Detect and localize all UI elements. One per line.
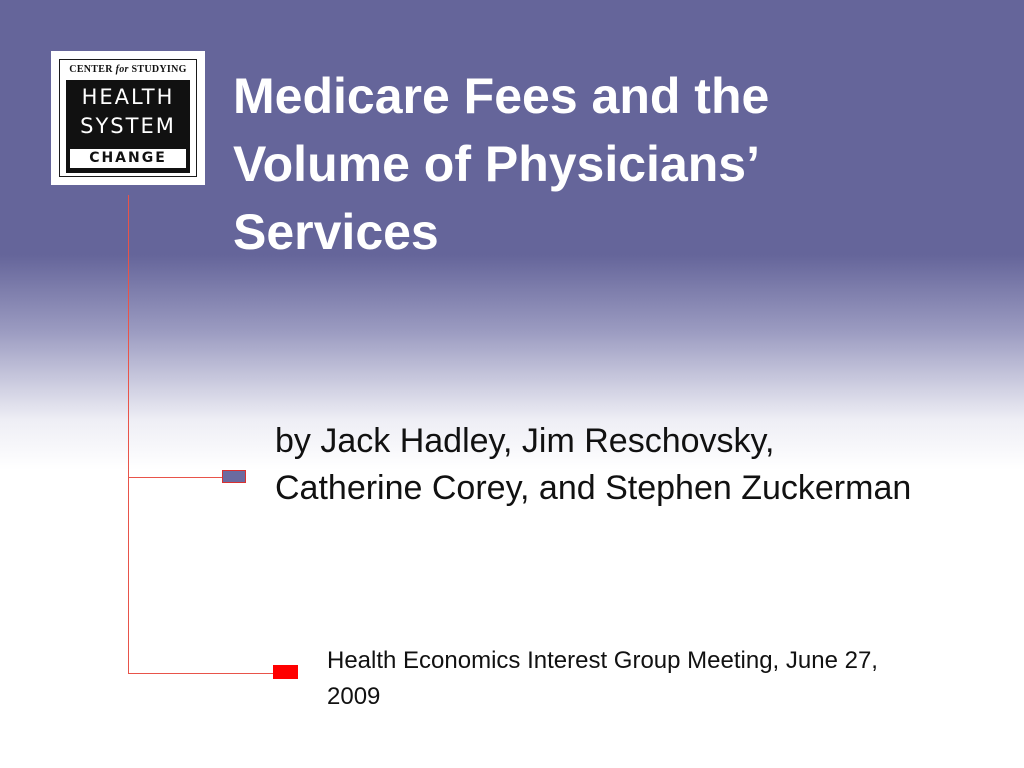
logo-tagline: CENTER for STUDYING (69, 64, 187, 75)
connector-line-meeting (128, 673, 273, 674)
logo-word-system: SYSTEM (80, 114, 176, 138)
logo-word-health: HEALTH (81, 85, 175, 109)
slide-meeting-info: Health Economics Interest Group Meeting, June 27, 2009 (327, 647, 878, 710)
logo-frame (59, 59, 197, 177)
logo-dark-box (66, 80, 190, 173)
authors-bullet-icon (222, 470, 246, 483)
logo-word-change: CHANGE (70, 149, 186, 168)
slide-authors: by Jack Hadley, Jim Reschovsky, Catherine Corey, and Stephen Zuckerman (275, 422, 912, 507)
connector-vertical-line (128, 195, 129, 674)
organization-logo (51, 51, 205, 185)
connector-line-authors (128, 477, 222, 478)
slide-title: Medicare Fees and the Volume of Physicians’ Services (233, 68, 770, 260)
meeting-bullet-icon (273, 665, 298, 679)
